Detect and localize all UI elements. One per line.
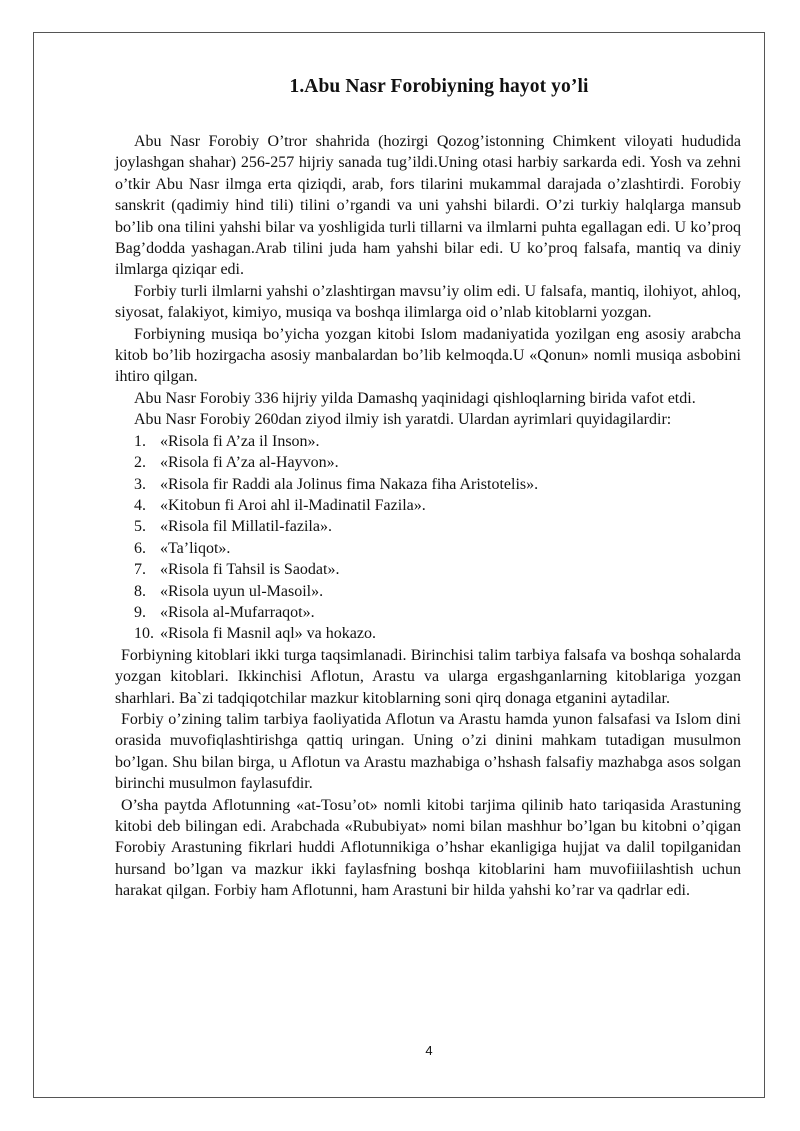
page-title: 1.Abu Nasr Forobiyning hayot yo’li <box>289 76 589 97</box>
list-text: «Risola uyun ul-Masoil». <box>160 582 324 600</box>
list-item <box>115 602 741 623</box>
works-list <box>115 431 741 645</box>
list-text: «Risola fi A’za il Inson». <box>160 432 320 450</box>
list-number: 7. <box>134 561 146 579</box>
list-item <box>115 474 741 495</box>
list-text: «Risola fi A’za al-Hayvon». <box>160 454 339 472</box>
list-item <box>115 623 741 644</box>
paragraph-book-types: Forbiyning kitoblari ikki turga taqsimlanadi. Birinchisi talim tarbiya falsafa va boshqa sohalarda yozgan kitoblari. Ikkinchisi Aflotun, Arastu va ularga ergashganlarning kitoblariga yozgan sharhlari. Ba`zi tadqiqotchilar mazkur kitoblarning soni qirq donaga etganini aytadilar. <box>115 646 741 707</box>
document-body <box>115 131 741 902</box>
list-item <box>115 538 741 559</box>
page-number: 4 <box>425 1043 433 1058</box>
list-item <box>115 581 741 602</box>
list-item <box>115 516 741 537</box>
paragraph-music: Forbiyning musiqa bo’yicha yozgan kitobi Islom madaniyatida yozilgan eng asosiy arabcha kitob bo’lib hozirgacha asosiy manbalardan bo’lib kelmoqda.U «Qonun» nomli musiqa asbobini ihtiro qilgan. <box>115 325 741 386</box>
list-item <box>115 495 741 516</box>
list-number: 10. <box>134 625 154 643</box>
paragraph-harmonization: Forbiy o’zining talim tarbiya faoliyatida Aflotun va Arastu hamda yunon falsafasi va Islom dini orasida muvofiqlashtirishga qattiq uringan. Uning o’zi dinini mahkam tutadigan musulmon bo’lgan. Shu bilan birga, u Aflotun va Arastu mazhabiga o’hshash falsafiy mazhabga asos solgan birinchi musulmon faylasufdir. <box>115 710 741 793</box>
list-item <box>115 452 741 473</box>
list-text: «Kitobun fi Aroi ahl il-Madinatil Fazila». <box>160 496 426 514</box>
list-number: 3. <box>134 475 146 493</box>
list-number: 8. <box>134 582 146 600</box>
paragraph-scholar: Forbiy turli ilmlarni yahshi o’zlashtirgan mavsu’iy olim edi. U falsafa, mantiq, ilohiyot, ahloq, siyosat, falakiyot, kimiyo, musiqa va boshqa ilimlarga oid o’nlab kitoblarni yozgan. <box>115 282 741 322</box>
list-text: «Ta’liqot». <box>160 539 231 557</box>
paragraph-death: Abu Nasr Forobiy 336 hijriy yilda Damashq yaqinidagi qishloqlarning birida vafot etdi. <box>134 389 696 407</box>
list-text: «Risola fir Raddi ala Jolinus fima Nakaza fiha Aristotelis». <box>160 475 539 493</box>
list-text: «Risola al-Mufarraqot». <box>160 603 315 621</box>
paragraph-birth: Abu Nasr Forobiy O’tror shahrida (hozirgi Qozog’istonning Chimkent viloyati hududida joylashgan shahar) 256-257 hijriy sanada tug’ildi.Uning otasi harbiy sarkarda edi. Yosh va zehni o’tkir Abu Nasr ilmga erta qiziqdi, arab, fors tilarini mukammal darajada o’zlashtirdi. Forobiy sanskrit (qadimiy hind tili) tilini o’rgandi va uni yahshi bilardi. O’zi turkiy halqlarga mansub bo’lib ona tilini yahshi bilar va yoshligida turli tillarni va ilmlarni puhta egallagan edi. U ko’proq Bag’dodda yashagan.Arab tilini juda ham yahshi bilar edi. U ko’proq falsafa, mantiq va diniy ilmlarga qiziqar edi. <box>115 133 741 279</box>
list-text: «Risola fil Millatil-fazila». <box>160 518 332 536</box>
list-number: 2. <box>134 454 146 472</box>
list-item <box>115 559 741 580</box>
list-number: 5. <box>134 518 146 536</box>
list-number: 1. <box>134 432 146 450</box>
list-number: 9. <box>134 603 146 621</box>
list-text: «Risola fi Tahsil is Saodat». <box>160 561 340 579</box>
list-number: 6. <box>134 539 146 557</box>
list-number: 4. <box>134 496 146 514</box>
list-text: «Risola fi Masnil aql» va hokazo. <box>160 625 376 643</box>
paragraph-rububiyat: O’sha paytda Aflotunning «at-Tosu’ot» nomli kitobi tarjima qilinib hato tariqasida Arastuning kitobi deb bilingan edi. Arabchada «Rububiyat» nomi bilan mashhur bo’lgan bu kitobni o’qigan Forobiy Arastuning fikrlari huddi Aflotunnikiga o’hshar ekanligiga hujjat va dalil topilganidan hursand bo’lgan va mazkur ikki faylasfning boshqa kitoblarini ham muvofiiilashtish uchun harakat qilgan. Forbiy ham Aflotunni, ham Arastuni bir hilda yahshi ko’rar va qadrlar edi. <box>115 796 741 900</box>
paragraph-works-intro: Abu Nasr Forobiy 260dan ziyod ilmiy ish yaratdi. Ulardan ayrimlari quyidagilardir: <box>134 411 672 429</box>
list-item <box>115 431 741 452</box>
